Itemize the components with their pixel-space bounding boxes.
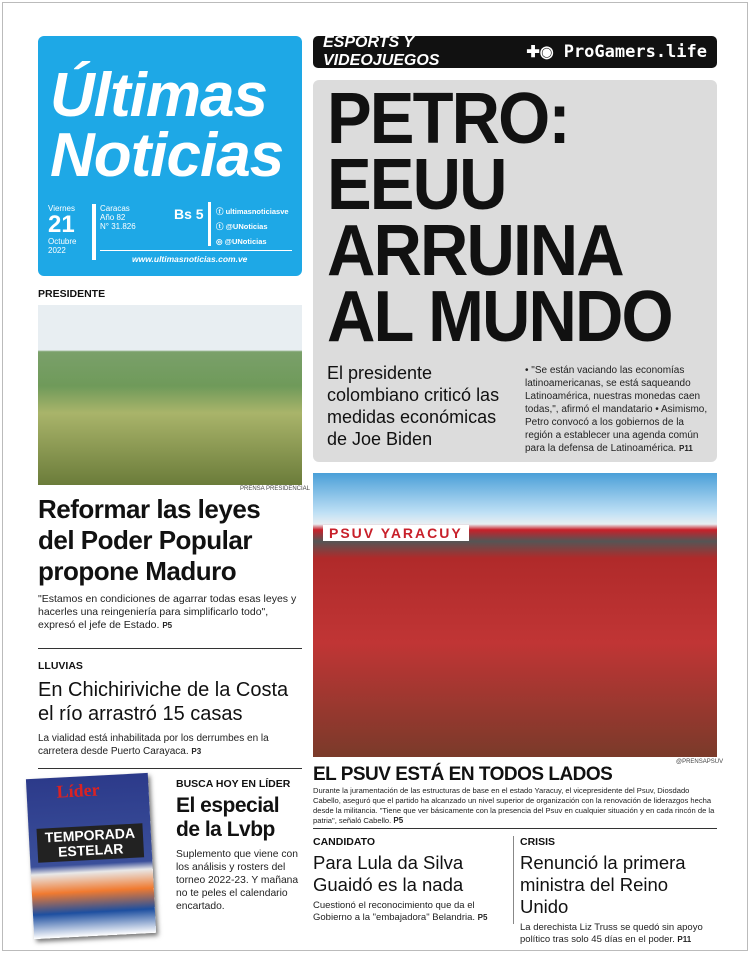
divider xyxy=(38,648,302,649)
photo-credit: @PRENSAPSUV xyxy=(676,759,724,765)
lead-headline: PETRO: EEUU ARRUINA AL MUNDO xyxy=(327,79,672,357)
divider xyxy=(513,836,514,924)
headline: EL PSUV ESTÁ EN TODOS LADOS xyxy=(313,764,613,785)
esports-banner[interactable]: ESPORTS Y VIDEOJUEGOS ✚◉ ProGamers.life xyxy=(313,36,717,68)
divider xyxy=(38,768,302,769)
headline: El especial de la Lvbp xyxy=(176,794,280,841)
instagram-link[interactable]: ◎ @UNoticias xyxy=(216,237,267,246)
date: Viernes 21 Octubre 2022 xyxy=(48,204,77,255)
social-links xyxy=(216,204,289,249)
divider xyxy=(100,250,292,251)
photo-credit: PRENSA PRESIDENCIAL xyxy=(240,486,311,492)
twitter-link[interactable]: ⓣ @UNoticias xyxy=(216,222,268,231)
divider xyxy=(208,202,211,246)
facebook-link[interactable]: ⓕ ultimasnoticiasve xyxy=(216,207,289,216)
instagram-icon: ◎ xyxy=(216,237,223,246)
facebook-icon: ⓕ xyxy=(216,207,224,216)
lider-story: BUSCA HOY EN LÍDER El especial de la Lvbp Suplemento que viene con los análisis y rosters del torneo 2022-23. Y mañana no te peles el calendario encartado. xyxy=(176,778,306,913)
psuv-story: EL PSUV ESTÁ EN TODOS LADOS Durante la juramentación de las estructuras de base en el estado Yaracuy, el vicepresidente del Psuv, Diosdado Cabello, aseguró que el partido ha alcanzado un nivel superior de organización con la renovación de liderazgos hecha desde la militancia. "Tiene que ver básicamente con la presencia del Psuv en cualquier situación y en cada rincón de la patria", señaló Cabello. P5 xyxy=(313,764,717,826)
headline: En Chichiriviche de la Costa el río arrastró 15 casas xyxy=(38,679,289,725)
lead-subhead: El presidente colombiano criticó las medidas económicas de Joe Biden xyxy=(327,363,500,449)
gamepad-icon: ✚◉ xyxy=(526,44,554,61)
kicker: PRESIDENTE xyxy=(38,288,106,300)
lead-body: • "Se están vaciando las economías latinoamericanas, se está saqueando Latinoamérica, nuestras monedas caen todas,", afirmó el mandatario • Asimismo, Petro convocó a los gobiernos de la región a establecer una agenda común para la defensa de Latinoamérica. P11 xyxy=(525,365,708,454)
lluvias-story: LLUVIAS En Chichiriviche de la Costa el río arrastró 15 casas La vialidad está inhabilitada por los derrumbes en la carretera desde Puerto Carayaca. P3 xyxy=(38,660,302,758)
lead-story xyxy=(313,80,717,462)
divider xyxy=(313,828,717,829)
price: Bs 5 xyxy=(174,206,204,222)
lula-story: CANDIDATO Para Lula da Silva Guaidó es la nada Cuestionó el reconocimiento que da el Gobierno a la "embajadora" Belandria. P5 xyxy=(313,836,509,924)
logo: Últimas Noticias xyxy=(50,61,284,190)
edition-info: Caracas Año 82 N° 31.826 xyxy=(100,204,136,231)
maduro-story: Reformar las leyes del Poder Popular propone Maduro "Estamos en condiciones de agarrar todas esas leyes y hacerles una reingeniería para simplificarlo todo", expresó el jefe de Estado. P5 xyxy=(38,494,302,632)
headline: Reformar las leyes del Poder Popular propone Maduro xyxy=(38,494,261,586)
headline: Para Lula da Silva Guaidó es la nada xyxy=(313,852,464,895)
masthead xyxy=(38,36,302,276)
truss-story: CRISIS Renunció la primera ministra del Reino Unido La derechista Liz Truss se quedó sin apoyo político tras solo 45 días en el poder. P11 xyxy=(520,836,720,946)
psuv-photo: PSUV YARACUY xyxy=(313,473,717,757)
website-link[interactable]: www.ultimasnoticias.com.ve xyxy=(132,254,248,264)
maduro-photo xyxy=(38,305,302,485)
twitter-icon: ⓣ xyxy=(216,222,224,231)
divider xyxy=(92,204,96,260)
lider-cover: Líder TEMPORADA ESTELAR xyxy=(26,773,156,939)
headline: Renunció la primera ministra del Reino Unido xyxy=(520,852,686,917)
